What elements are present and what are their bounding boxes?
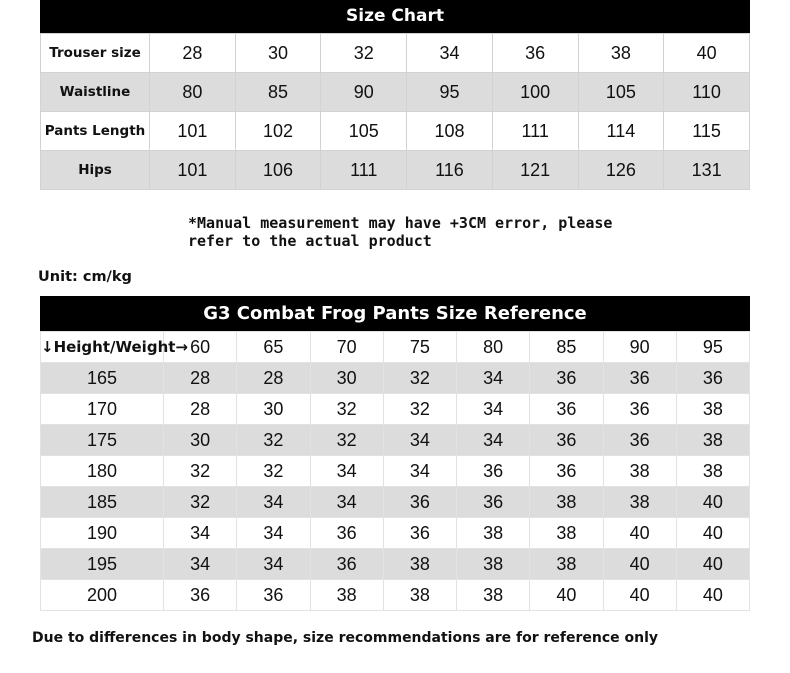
- size-cell: 38: [310, 580, 383, 611]
- weight-header-cell: 60: [164, 332, 237, 363]
- size-cell: 36: [603, 394, 676, 425]
- reference-row: [41, 425, 750, 456]
- measurement-note: *Manual measurement may have +3CM error, please refer to the actual product: [188, 214, 613, 250]
- weight-header-cell: 90: [603, 332, 676, 363]
- size-chart-cell: 108: [407, 112, 493, 151]
- size-chart-cell: 34: [407, 34, 493, 73]
- size-cell: 32: [310, 394, 383, 425]
- reference-row: [41, 518, 750, 549]
- size-cell: 28: [164, 363, 237, 394]
- size-cell: 36: [310, 549, 383, 580]
- size-cell: 40: [603, 580, 676, 611]
- size-cell: 36: [457, 487, 530, 518]
- size-chart-cell: 110: [664, 73, 750, 112]
- size-cell: 36: [530, 363, 603, 394]
- size-cell: 30: [237, 394, 310, 425]
- weight-header-cell: 75: [383, 332, 456, 363]
- weight-header-cell: 80: [457, 332, 530, 363]
- size-chart-cell: 101: [150, 151, 236, 190]
- size-cell: 38: [383, 549, 456, 580]
- size-cell: 36: [603, 425, 676, 456]
- size-chart-cell: 131: [664, 151, 750, 190]
- size-cell: 38: [457, 518, 530, 549]
- size-chart-cell: 121: [492, 151, 578, 190]
- size-chart-cell: 105: [578, 73, 664, 112]
- height-cell: 170: [41, 394, 164, 425]
- size-cell: 40: [676, 487, 749, 518]
- size-cell: 36: [530, 394, 603, 425]
- height-cell: 180: [41, 456, 164, 487]
- size-cell: 38: [530, 487, 603, 518]
- size-cell: 38: [603, 456, 676, 487]
- size-cell: 28: [237, 363, 310, 394]
- size-cell: 34: [457, 394, 530, 425]
- size-cell: 36: [310, 518, 383, 549]
- size-cell: 38: [603, 487, 676, 518]
- size-cell: 40: [676, 549, 749, 580]
- size-chart-cell: 111: [492, 112, 578, 151]
- size-cell: 36: [457, 456, 530, 487]
- height-cell: 195: [41, 549, 164, 580]
- weight-header-cell: 65: [237, 332, 310, 363]
- size-cell: 40: [603, 518, 676, 549]
- size-chart-cell: 106: [235, 151, 321, 190]
- reference-row: [41, 363, 750, 394]
- size-chart-title: Size Chart: [40, 0, 750, 33]
- size-cell: 40: [676, 580, 749, 611]
- size-cell: 40: [530, 580, 603, 611]
- size-cell: 30: [164, 425, 237, 456]
- size-chart-cell: 85: [235, 73, 321, 112]
- row-label: Hips: [41, 151, 150, 190]
- size-cell: 34: [383, 456, 456, 487]
- size-cell: 38: [676, 394, 749, 425]
- size-cell: 34: [310, 456, 383, 487]
- size-cell: 32: [237, 456, 310, 487]
- size-cell: 32: [383, 363, 456, 394]
- size-cell: 34: [237, 549, 310, 580]
- reference-row: [41, 487, 750, 518]
- size-chart-cell: 28: [150, 34, 236, 73]
- height-cell: 200: [41, 580, 164, 611]
- size-reference-chart: [40, 296, 750, 611]
- size-reference-table: [40, 331, 750, 611]
- size-chart-cell: 114: [578, 112, 664, 151]
- row-label: Trouser size: [41, 34, 150, 73]
- size-chart-cell: 115: [664, 112, 750, 151]
- size-cell: 34: [457, 363, 530, 394]
- reference-row: [41, 549, 750, 580]
- size-cell: 36: [383, 487, 456, 518]
- size-reference-title: G3 Combat Frog Pants Size Reference: [40, 296, 750, 331]
- size-chart-cell: 90: [321, 73, 407, 112]
- size-cell: 36: [530, 425, 603, 456]
- height-weight-corner: ↓Height/Weight→: [41, 332, 164, 363]
- weight-header-cell: 85: [530, 332, 603, 363]
- size-cell: 36: [676, 363, 749, 394]
- size-chart-cell: 30: [235, 34, 321, 73]
- size-chart: [40, 0, 750, 190]
- size-chart-cell: 40: [664, 34, 750, 73]
- size-chart-cell: 105: [321, 112, 407, 151]
- size-chart-table: [40, 33, 750, 190]
- height-cell: 190: [41, 518, 164, 549]
- height-cell: 165: [41, 363, 164, 394]
- size-cell: 30: [310, 363, 383, 394]
- size-cell: 38: [676, 456, 749, 487]
- height-cell: 185: [41, 487, 164, 518]
- footer-disclaimer: Due to differences in body shape, size recommendations are for reference only: [32, 630, 659, 646]
- height-cell: 175: [41, 425, 164, 456]
- size-cell: 40: [676, 518, 749, 549]
- size-cell: 34: [457, 425, 530, 456]
- weight-header-cell: 95: [676, 332, 749, 363]
- size-cell: 36: [237, 580, 310, 611]
- size-chart-row: [41, 112, 750, 151]
- size-cell: 32: [164, 456, 237, 487]
- size-cell: 36: [530, 456, 603, 487]
- size-cell: 38: [530, 518, 603, 549]
- size-cell: 38: [676, 425, 749, 456]
- size-cell: 34: [237, 518, 310, 549]
- size-chart-cell: 126: [578, 151, 664, 190]
- size-cell: 38: [530, 549, 603, 580]
- size-chart-cell: 116: [407, 151, 493, 190]
- size-chart-cell: 38: [578, 34, 664, 73]
- size-cell: 32: [310, 425, 383, 456]
- size-cell: 38: [457, 580, 530, 611]
- size-cell: 38: [457, 549, 530, 580]
- size-chart-cell: 100: [492, 73, 578, 112]
- size-cell: 32: [237, 425, 310, 456]
- size-chart-cell: 101: [150, 112, 236, 151]
- size-cell: 36: [603, 363, 676, 394]
- size-chart-cell: 111: [321, 151, 407, 190]
- size-cell: 40: [603, 549, 676, 580]
- size-cell: 28: [164, 394, 237, 425]
- row-label: Pants Length: [41, 112, 150, 151]
- size-cell: 32: [383, 394, 456, 425]
- size-chart-cell: 80: [150, 73, 236, 112]
- reference-row: [41, 456, 750, 487]
- row-label: Waistline: [41, 73, 150, 112]
- size-cell: 34: [237, 487, 310, 518]
- size-chart-row: [41, 73, 750, 112]
- size-cell: 32: [164, 487, 237, 518]
- size-chart-row: [41, 34, 750, 73]
- size-chart-row: [41, 151, 750, 190]
- size-cell: 34: [310, 487, 383, 518]
- reference-row: [41, 580, 750, 611]
- size-chart-cell: 95: [407, 73, 493, 112]
- unit-label: Unit: cm/kg: [38, 269, 132, 285]
- reference-row: [41, 394, 750, 425]
- size-cell: 36: [164, 580, 237, 611]
- size-chart-cell: 36: [492, 34, 578, 73]
- size-cell: 34: [164, 518, 237, 549]
- size-chart-cell: 32: [321, 34, 407, 73]
- size-cell: 38: [383, 580, 456, 611]
- size-cell: 36: [383, 518, 456, 549]
- size-cell: 34: [383, 425, 456, 456]
- size-cell: 34: [164, 549, 237, 580]
- size-chart-cell: 102: [235, 112, 321, 151]
- weight-header-cell: 70: [310, 332, 383, 363]
